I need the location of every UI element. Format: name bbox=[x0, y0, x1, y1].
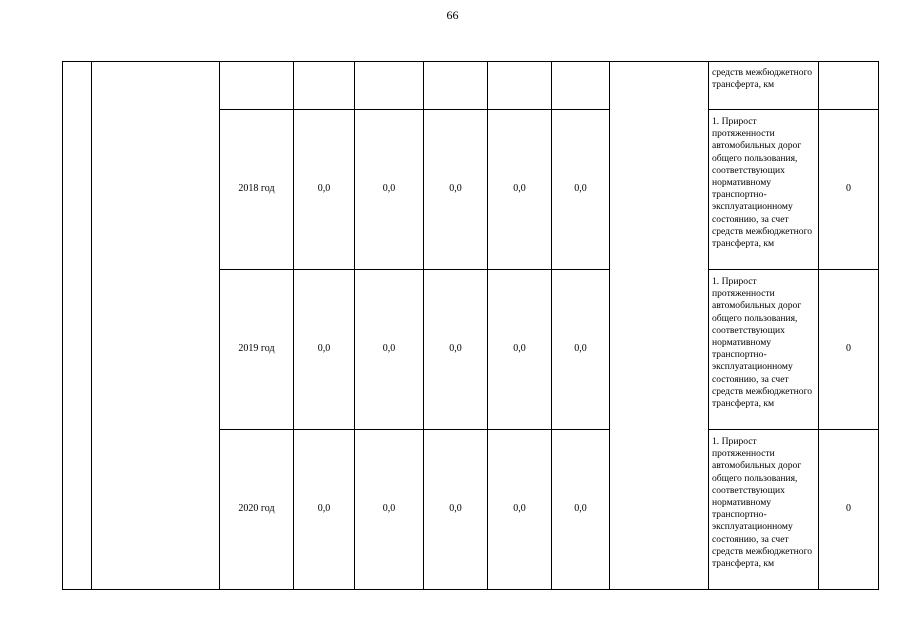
cell-executor bbox=[610, 62, 709, 590]
cell-value bbox=[488, 62, 552, 110]
program-table bbox=[62, 61, 879, 590]
cell-value: 0,0 bbox=[294, 270, 355, 430]
cell-value bbox=[355, 62, 424, 110]
cell-value: 0,0 bbox=[294, 430, 355, 590]
cell-value: 0,0 bbox=[424, 430, 488, 590]
cell-target bbox=[819, 62, 879, 110]
cell-value: 0,0 bbox=[294, 110, 355, 270]
cell-year bbox=[220, 62, 294, 110]
cell-indicator: 1. Прирост протяженности автомобильных дорог общего пользования, соответствующих нормативному транспортно-эксплуатационному состоянию, за счет средств межбюджетного трансферта, км bbox=[709, 430, 819, 590]
cell-value bbox=[294, 62, 355, 110]
cell-value: 0,0 bbox=[552, 110, 610, 270]
cell-year: 2018 год bbox=[220, 110, 294, 270]
page-number: 66 bbox=[446, 8, 459, 22]
cell-value: 0,0 bbox=[552, 430, 610, 590]
cell-name bbox=[92, 62, 220, 590]
cell-value: 0,0 bbox=[552, 270, 610, 430]
cell-value bbox=[552, 62, 610, 110]
cell-year: 2020 год bbox=[220, 430, 294, 590]
cell-value: 0,0 bbox=[355, 430, 424, 590]
cell-value: 0,0 bbox=[488, 270, 552, 430]
cell-number bbox=[63, 62, 92, 590]
cell-value: 0,0 bbox=[424, 110, 488, 270]
cell-value bbox=[424, 62, 488, 110]
cell-target: 0 bbox=[819, 270, 879, 430]
cell-value: 0,0 bbox=[488, 430, 552, 590]
cell-indicator: 1. Прирост протяженности автомобильных дорог общего пользования, соответствующих нормативному транспортно-эксплуатационному состоянию, за счет средств межбюджетного трансферта, км bbox=[709, 270, 819, 430]
cell-value: 0,0 bbox=[424, 270, 488, 430]
cell-value: 0,0 bbox=[488, 110, 552, 270]
cell-value: 0,0 bbox=[355, 110, 424, 270]
cell-indicator: 1. Прирост протяженности автомобильных дорог общего пользования, соответствующих нормативному транспортно-эксплуатационному состоянию, за счет средств межбюджетного трансферта, км bbox=[709, 110, 819, 270]
cell-target: 0 bbox=[819, 110, 879, 270]
table-row bbox=[63, 62, 879, 110]
cell-indicator: средств межбюджетного трансферта, км bbox=[709, 62, 819, 110]
cell-target: 0 bbox=[819, 430, 879, 590]
cell-year: 2019 год bbox=[220, 270, 294, 430]
cell-value: 0,0 bbox=[355, 270, 424, 430]
